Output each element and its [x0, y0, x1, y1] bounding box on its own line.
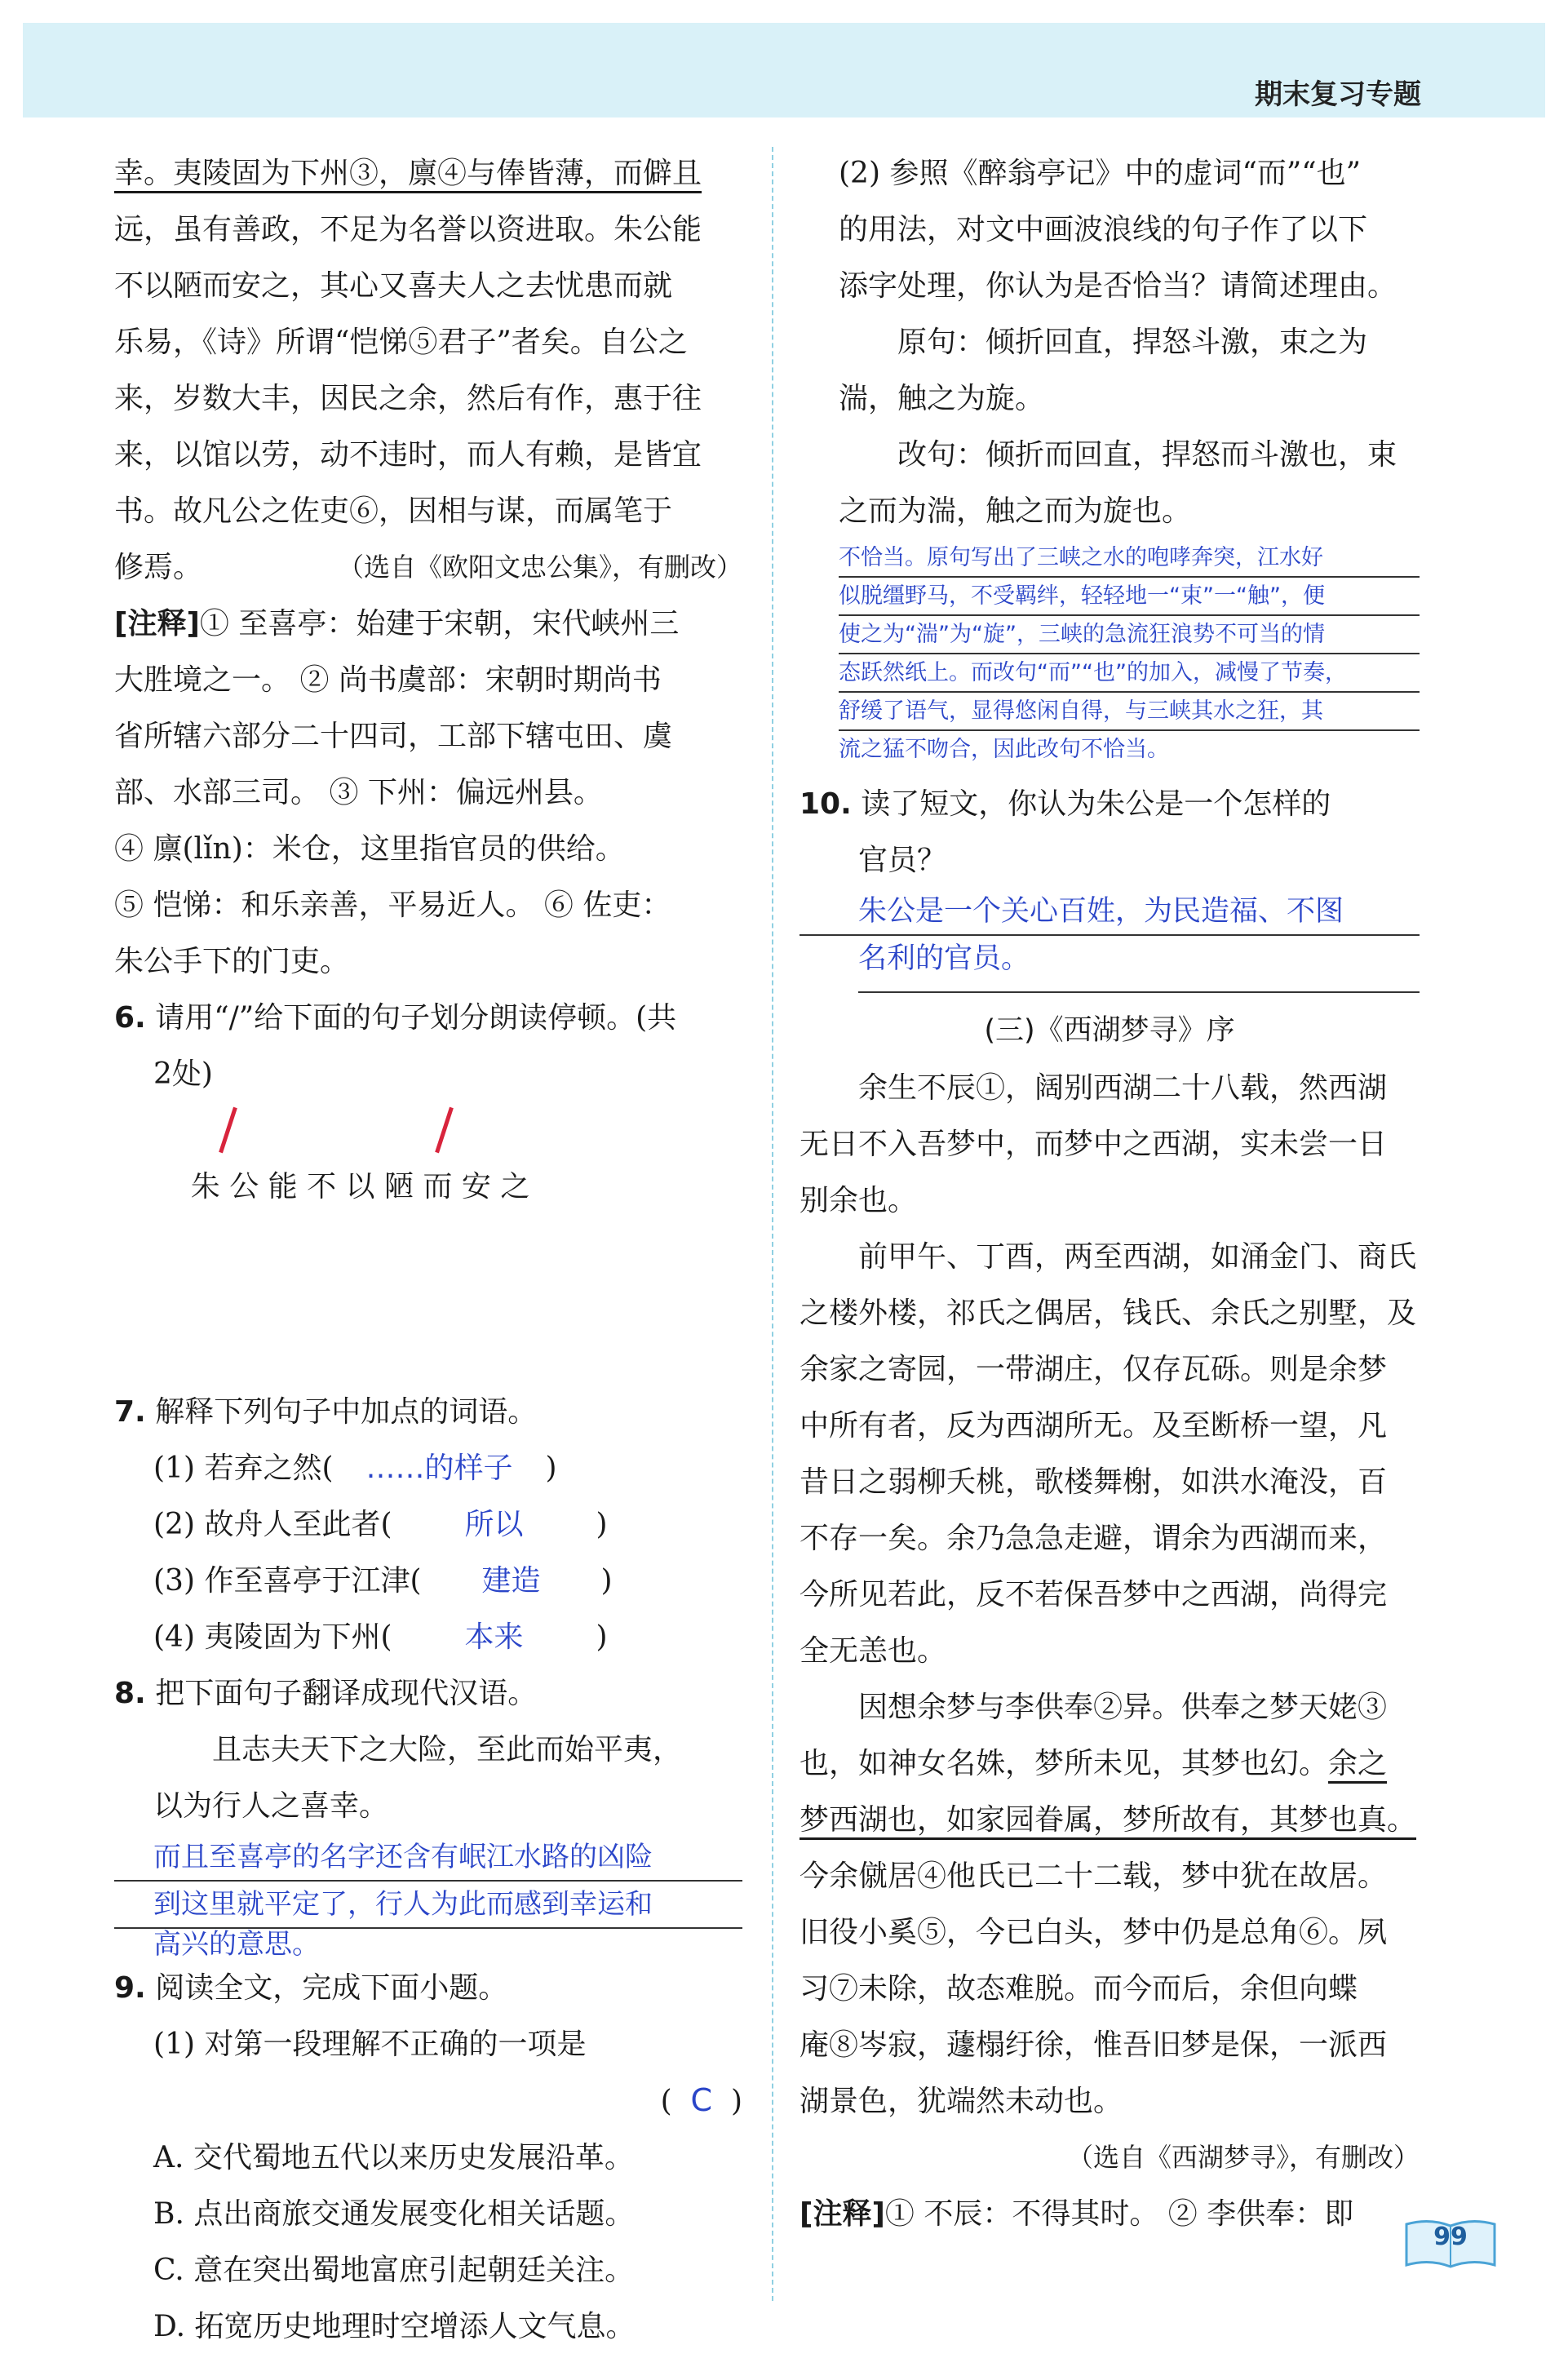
- answer-line: 高兴的意思。: [153, 1928, 320, 1961]
- answer-line: 不恰当。原句写出了三峡之水的咆哮奔突，江水好: [839, 539, 1420, 578]
- passage-line: 余生不辰①，阔别西湖二十八载，然西湖: [858, 1071, 1388, 1105]
- pause-mark: [219, 1107, 237, 1154]
- question-9: 9. 阅读全文，完成下面小题。: [114, 1971, 508, 2005]
- passage-line: 中所有者，反为西湖所无。及至断桥一望，凡: [800, 1409, 1388, 1443]
- question-6-sentence: 朱 公 能 不 以 陋 而 安 之: [114, 1102, 742, 1384]
- note-line: 省所辖六部分二十四司，工部下辖屯田、虞: [114, 720, 673, 753]
- section-title: (三)《西湖梦寻》序: [984, 1014, 1235, 1047]
- note-line: [注释]① 至喜亭：始建于宋朝，宋代峡州三: [114, 607, 680, 641]
- passage-line: 无日不入吾梦中，而梦中之西湖，实未尝一日: [800, 1128, 1388, 1161]
- passage-line: 乐易，《诗》所谓“恺悌⑤君子”者矣。自公之: [114, 326, 688, 359]
- question-10-cont: 官员？: [858, 844, 947, 877]
- passage-line: 梦西湖也，如家园眷属，梦所故有，其梦也真。: [800, 1803, 1417, 1837]
- passage-line: 余家之寄园，一带湖庄，仅存瓦砾。则是余梦: [800, 1353, 1388, 1386]
- right-column: [800, 145, 1420, 2242]
- passage-line: 不以陋而安之，其心又喜夫人之去忧患而就: [114, 269, 673, 303]
- passage-line: 旧役小奚⑤，今已白头，梦中仍是总角⑥。夙: [800, 1916, 1388, 1949]
- answer-9-2: [800, 539, 1420, 768]
- option-d: D. 拓宽历史地理时空增添人文气息。: [153, 2310, 636, 2343]
- answer-rule: [858, 991, 1420, 993]
- pause-mark: [435, 1107, 454, 1154]
- question-8-text: 且志夫天下之大险，至此而始平夷，: [212, 1733, 683, 1766]
- answer-line: 舒缓了语气，显得悠闲自得，与三峡其水之狂，其: [839, 693, 1420, 731]
- page-number-badge: [1402, 2216, 1499, 2273]
- answer-line: 到这里就平定了，行人为此而感到幸运和: [114, 1882, 742, 1929]
- question-7-item: (3) 作至喜亭于江津( 建造 ): [153, 1564, 613, 1598]
- passage-line: 今余僦居④他氏已二十二载，梦中犹在故居。: [800, 1859, 1388, 1893]
- passage-line: 远，虽有善政，不足为名誉以资进取。朱公能: [114, 213, 702, 246]
- passage-line: 来，以馆以劳，动不违时，而人有赖，是皆宜: [114, 438, 702, 472]
- question-9-1: (1) 对第一段理解不正确的一项是: [153, 2028, 587, 2061]
- note-line: ④ 廪(lǐn)：米仓，这里指官员的供给。: [114, 832, 625, 866]
- question-6-cont: 2处): [153, 1057, 213, 1091]
- note-line: 部、水部三司。 ③ 下州：偏远州县。: [114, 776, 603, 809]
- answer-line: 流之猛不吻合，因此改句不恰当。: [839, 737, 1169, 762]
- passage-line: 全无恙也。: [800, 1634, 947, 1668]
- note-line: [注释]① 不辰：不得其时。 ② 李供奉：即: [800, 2197, 1354, 2231]
- original-sentence: 原句：倾折回直，捍怒斗激，束之为: [897, 326, 1368, 359]
- question-9-1-answer: ( C ): [660, 2082, 742, 2118]
- passage-line: 湖景色，犹端然未动也。: [800, 2085, 1123, 2118]
- column-divider: [772, 147, 773, 2301]
- question-7-item: (1) 若弃之然( ……的样子 ): [153, 1452, 557, 1485]
- header-title: 期末复习专题: [1255, 78, 1421, 111]
- question-6: 6. 请用“/”给下面的句子划分朗读停顿。(共: [114, 1001, 677, 1035]
- question-9-2: 添字处理，你认为是否恰当？请简述理由。: [839, 269, 1397, 303]
- passage-source: （选自《西湖梦寻》，有删改）: [1066, 2142, 1420, 2173]
- answer-line: 名利的官员。: [858, 942, 1030, 975]
- note-line: 大胜境之一。 ② 尚书虞部：宋朝时期尚书: [114, 663, 662, 697]
- question-10: 10. 读了短文，你认为朱公是一个怎样的: [800, 787, 1331, 821]
- answer-line: 而且至喜亭的名字还含有岷江水路的凶险: [114, 1834, 742, 1882]
- answer-line: 朱公是一个关心百姓，为民造福、不图: [800, 889, 1420, 936]
- question-7-item: (2) 故舟人至此者( 所以 ): [153, 1508, 608, 1541]
- option-b: B. 点出商旅交通发展变化相关话题。: [153, 2197, 635, 2231]
- passage-line: 书。故凡公之佐吏⑥，因相与谋，而属笔于: [114, 494, 673, 528]
- passage-line: 来，岁数大丰，因民之余，然后有作，惠于往: [114, 382, 702, 415]
- option-c: C. 意在突出蜀地富庶引起朝廷关注。: [153, 2254, 635, 2287]
- page-number: 99: [1433, 2223, 1468, 2251]
- passage-line: 昔日之弱柳夭桃，歌楼舞榭，如洪水淹没，百: [800, 1465, 1388, 1499]
- question-7: 7. 解释下列句子中加点的词语。: [114, 1395, 538, 1429]
- passage-line: 庵⑧岑寂，蘧榻纡徐，惟吾旧梦是保，一派西: [800, 2028, 1388, 2062]
- answer-line: 似脱缰野马，不受羁绊，轻轻地一“束”一“触”，便: [839, 578, 1420, 616]
- passage-line: 习⑦未除，故态难脱。而今而后，余但向蝶: [800, 1972, 1358, 2006]
- modified-sentence: 之而为湍，触之而为旋也。: [839, 494, 1192, 528]
- note-line: 朱公手下的门吏。: [114, 945, 350, 978]
- passage-line: 修焉。 （选自《欧阳文忠公集》，有删改）: [114, 539, 742, 596]
- passage-line: 也，如神女名姝，梦所未见，其梦也幻。余之: [800, 1747, 1388, 1780]
- passage-line: 今所见若此，反不若保吾梦中之西湖，尚得完: [800, 1578, 1388, 1611]
- passage-source: （选自《欧阳文忠公集》，有删改）: [337, 552, 742, 583]
- question-7-item: (4) 夷陵固为下州( 本来 ): [153, 1620, 608, 1654]
- option-a: A. 交代蜀地五代以来历史发展沿革。: [153, 2141, 634, 2174]
- passage-line: 幸。夷陵固为下州③，廪④与俸皆薄，而僻且: [114, 157, 702, 190]
- passage-line: 前甲午、丁酉，两至西湖，如涌金门、商氏: [858, 1240, 1417, 1274]
- passage-line: 别余也。: [800, 1184, 918, 1217]
- answer-line: 使之为“湍”为“旋”，三峡的急流狂浪势不可当的情: [839, 616, 1420, 654]
- modified-sentence: 改句：倾折而回直，捍怒而斗激也，束: [897, 438, 1397, 472]
- question-9-2: (2) 参照《醉翁亭记》中的虚词“而”“也”: [839, 157, 1362, 190]
- passage-line: 之楼外楼，祁氏之偶居，钱氏、余氏之别墅，及: [800, 1297, 1417, 1330]
- question-8-text: 以为行人之喜幸。: [153, 1789, 389, 1823]
- note-line: ⑤ 恺悌：和乐亲善，平易近人。 ⑥ 佐吏：: [114, 889, 671, 922]
- passage-line: 不存一矣。余乃急急走避，谓余为西湖而来，: [800, 1522, 1388, 1555]
- original-sentence: 湍，触之为旋。: [839, 382, 1045, 415]
- note-tag: [注释]: [114, 607, 200, 641]
- answer-line: 态跃然纸上。而改句“而”“也”的加入，减慢了节奏，: [839, 654, 1420, 693]
- left-column: [114, 145, 742, 2355]
- question-9-2: 的用法，对文中画波浪线的句子作了以下: [839, 213, 1368, 246]
- note-tag: [注释]: [800, 2197, 885, 2231]
- question-8: 8. 把下面句子翻译成现代汉语。: [114, 1677, 538, 1710]
- passage-line: 因想余梦与李供奉②异。供奉之梦天姥③: [858, 1691, 1388, 1724]
